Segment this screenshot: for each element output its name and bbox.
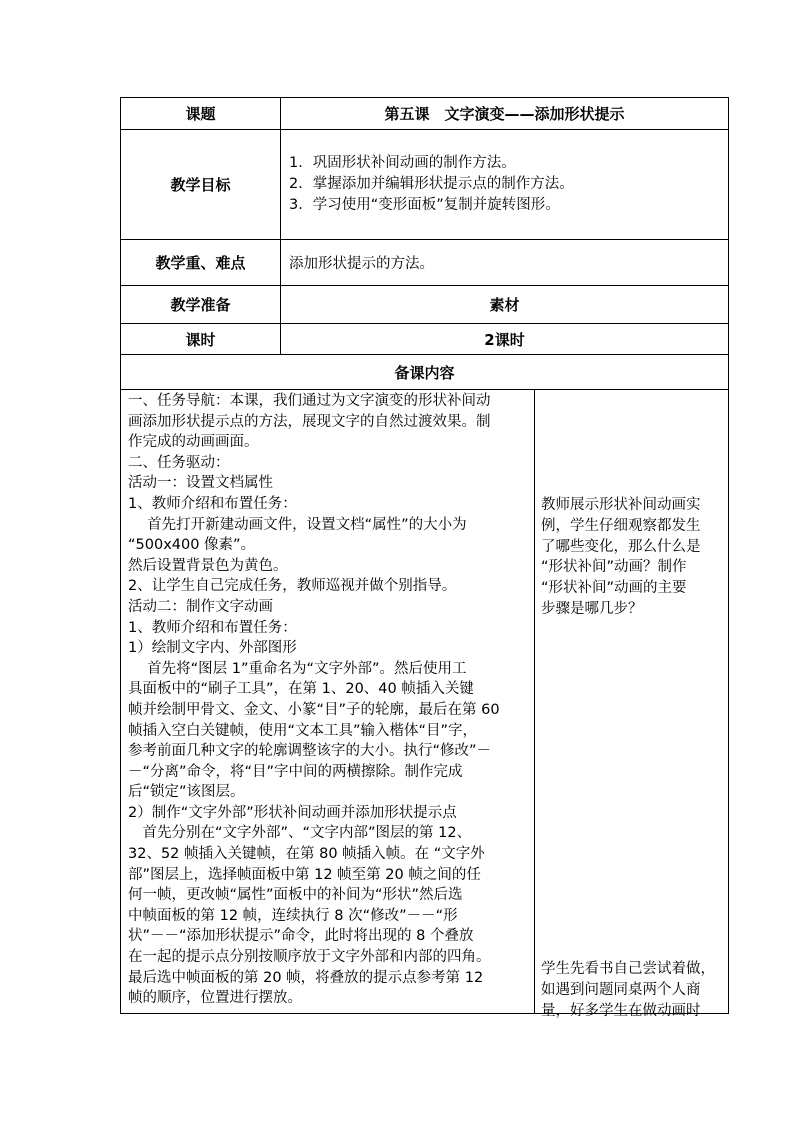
content-line: 作完成的动画画面。 — [128, 434, 259, 451]
content-line: 1、教师介绍和布置任务： — [128, 495, 297, 512]
student-note — [541, 959, 727, 1021]
keypoints-label: 教学重、难点 — [121, 240, 281, 286]
content-line: 活动二：制作文字动画 — [128, 598, 273, 615]
note-line: 如遇到问题同桌两个人商 — [541, 981, 701, 998]
content-line: －“分离”命令，将“目”字中间的两横擦除。制作完成 — [128, 763, 463, 780]
content-line: 首先打开新建动画文件，设置文档“属性”的大小为 — [128, 516, 467, 533]
notes-column — [535, 390, 729, 1019]
keypoints-row — [121, 240, 729, 286]
content-body — [121, 390, 535, 1014]
prep-row — [121, 286, 729, 324]
content-line: 首先将“图层 1”重命名为“文字外部”。然后使用工 — [128, 660, 467, 677]
keypoints-value: 添加形状提示的方法。 — [281, 240, 729, 286]
goal-item: 1．巩固形状补间动画的制作方法。 — [289, 155, 516, 171]
note-line: 例，学生仔细观察都发生 — [541, 517, 701, 534]
content-line: 32、52 帧插入关键帧，在第 80 帧插入帧。在 “文字外 — [128, 846, 485, 863]
goals-list — [281, 130, 729, 240]
goals-row — [121, 130, 729, 240]
prep-value: 素材 — [281, 286, 729, 324]
content-line: 在一起的提示点分别按顺序放于文字外部和内部的四角。 — [128, 949, 491, 966]
content-line: 帧的顺序，位置进行摆放。 — [128, 990, 302, 1007]
content-line: 活动一：设置文档属性 — [128, 475, 273, 492]
content-line: 二、任务驱动： — [128, 454, 230, 471]
hours-value: 2课时 — [281, 324, 729, 355]
content-line: 首先分别在“文字外部”、“文字内部”图层的第 12、 — [128, 825, 472, 842]
content-line: 中帧面板的第 12 帧，连续执行 8 次“修改”－－“形 — [128, 907, 458, 924]
content-line: 参考前面几种文字的轮廓调整该字的大小。执行“修改”－ — [128, 743, 492, 760]
note-line: 步骤是哪几步？ — [541, 600, 643, 617]
content-line: 最后选中帧面板的第 20 帧，将叠放的提示点参考第 12 — [128, 969, 484, 986]
topic-row — [121, 98, 729, 130]
topic-value: 第五课 文字演变——添加形状提示 — [281, 98, 729, 130]
content-line: 1、教师介绍和布置任务： — [128, 619, 297, 636]
goals-label: 教学目标 — [121, 130, 281, 240]
topic-label: 课题 — [121, 98, 281, 130]
content-row — [121, 390, 729, 1014]
content-line: 具面板中的“刷子工具”，在第 1、20、40 帧插入关键 — [128, 681, 474, 698]
content-line: 画添加形状提示点的方法，展现文字的自然过渡效果。制 — [128, 413, 491, 430]
content-line: 1）绘制文字内、外部图形 — [128, 640, 297, 657]
content-line: 状”－－“添加形状提示”命令，此时将出现的 8 个叠放 — [128, 928, 474, 945]
content-line: 2、让学生自己完成任务，教师巡视并做个别指导。 — [128, 578, 457, 595]
hours-label: 课时 — [121, 324, 281, 355]
goal-item: 2．掌握添加并编辑形状提示点的制作方法。 — [289, 176, 574, 192]
lesson-plan-table — [120, 97, 729, 1019]
note-line: 教师展示形状补间动画实 — [541, 497, 701, 513]
teacher-note — [541, 495, 723, 620]
hours-row — [121, 324, 729, 355]
content-line: 2）制作“文字外部”形状补间动画并添加形状提示点 — [128, 804, 457, 821]
content-line: 帧插入空白关键帧，使用“文本工具”输入楷体“目”字， — [128, 722, 478, 739]
content-line: 部”图层上，选择帧面板中第 12 帧至第 20 帧之间的任 — [128, 866, 481, 883]
note-line: “形状补间”动画？制作 — [541, 559, 687, 576]
content-line: 后“锁定”该图层。 — [128, 784, 245, 801]
note-line: 学生先看书自己尝试着做， — [541, 961, 715, 977]
prep-label: 教学准备 — [121, 286, 281, 324]
note-line: 量，好多学生在做动画时 — [541, 1002, 701, 1019]
content-line: 何一帧，更改帧“属性”面板中的补间为“形状”然后选 — [128, 887, 463, 904]
note-line: “形状补间”动画的主要 — [541, 580, 687, 597]
content-header-row — [121, 355, 729, 390]
goal-item: 3．学习使用“变形面板”复制并旋转图形。 — [289, 197, 560, 213]
content-line: 一、任务导航：本课，我们通过为文字演变的形状补间动 — [128, 393, 491, 409]
content-line: 然后设置背景色为黄色。 — [128, 557, 288, 574]
content-line: 帧并绘制甲骨文、金文、小篆“目”子的轮廓，最后在第 60 — [128, 701, 500, 718]
content-header: 备课内容 — [121, 355, 729, 390]
content-line: “500x400 像素”。 — [128, 537, 256, 554]
note-line: 了哪些变化，那么什么是 — [541, 538, 701, 555]
